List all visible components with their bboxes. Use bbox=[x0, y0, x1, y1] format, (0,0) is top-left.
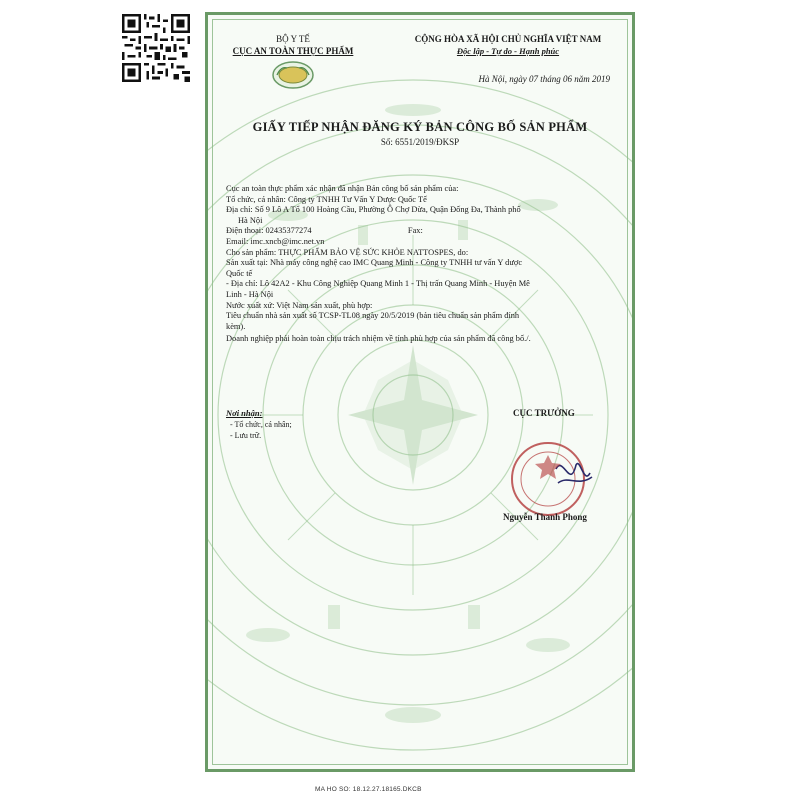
body-line: Hà Nội bbox=[238, 215, 263, 225]
body-line: Quốc tế bbox=[226, 268, 253, 278]
body-line: - Địa chỉ: Lô 42A2 - Khu Công Nghiệp Quang Minh 1 - Thị trấn Quang Minh - Huyện Mê bbox=[226, 279, 530, 289]
certificate-paper bbox=[205, 12, 635, 772]
recipients-heading: Nơi nhận: bbox=[226, 408, 263, 418]
body-line: Điện thoại: 02435377274 Fax: bbox=[226, 226, 423, 236]
document-title: GIẤY TIẾP NHẬN ĐĂNG KÝ BẢN CÔNG BỐ SẢN PHẨM bbox=[252, 120, 588, 134]
qr-code-icon bbox=[122, 14, 190, 82]
national-motto: Độc lập - Tự do - Hạnh phúc bbox=[456, 46, 560, 56]
body-line: Sản xuất tại: Nhà máy công nghệ cao IMC Quang Minh - Công ty TNHH tư vấn Y dược bbox=[226, 258, 523, 268]
body-line: Cho sản phẩm: THỰC PHẨM BẢO VỆ SỨC KHỎE NATTOSPES, do: bbox=[226, 247, 469, 257]
dossier-code: MA HO SO: 18.12.27.18165.DKCB bbox=[315, 786, 422, 793]
body-line: Tổ chức, cá nhân: Công ty TNHH Tư Vấn Y Dược Quốc Tế bbox=[226, 194, 427, 204]
country-name: CỘNG HÒA XÃ HỘI CHỦ NGHĨA VIỆT NAM bbox=[414, 34, 602, 44]
issue-date: Hà Nội, ngày 07 tháng 06 năm 2019 bbox=[478, 74, 610, 84]
vfa-logo-icon bbox=[271, 60, 315, 90]
header-left bbox=[218, 33, 368, 57]
qr-code bbox=[122, 14, 190, 82]
recipients-block bbox=[226, 408, 292, 441]
official-stamp bbox=[508, 435, 596, 523]
department-name: CỤC AN TOÀN THỰC PHẨM bbox=[232, 46, 354, 56]
signer-name: Nguyễn Thanh Phong bbox=[503, 512, 587, 522]
ministry-name: BỘ Y TẾ bbox=[276, 34, 310, 44]
recipient-item: - Lưu trữ. bbox=[230, 431, 262, 440]
recipient-item: - Tổ chức, cá nhân; bbox=[230, 420, 292, 429]
body-line: Nước xuất xứ: Việt Nam sản xuất, phù hợp: bbox=[226, 300, 373, 310]
document-number: Số: 6551/2019/ĐKSP bbox=[380, 137, 460, 147]
body-line: Cục an toàn thực phẩm xác nhận đã nhận Bản công bố sản phẩm của: bbox=[226, 184, 459, 193]
document-body bbox=[226, 184, 626, 345]
body-line: Địa chỉ: Số 9 Lô A Tổ 100 Hoàng Cầu, Phường Ô Chợ Dừa, Quận Đống Đa, Thành phố bbox=[226, 205, 521, 215]
body-line: kèm). bbox=[226, 321, 246, 331]
header-right bbox=[388, 33, 628, 85]
body-line: Doanh nghiệp phải hoàn toàn chịu trách nhiệm về tính phù hợp của sản phẩm đã công bố./. bbox=[226, 334, 531, 344]
body-line: Linh - Hà Nội bbox=[226, 289, 274, 299]
body-line: Tiêu chuẩn nhà sản xuất số TCSP-TL08 ngày 20/5/2019 (bản tiêu chuẩn sản phẩm đính bbox=[226, 311, 520, 321]
signer-title: CỤC TRƯỞNG bbox=[513, 408, 575, 418]
body-line: Email: imc.xncb@imc.net.vn bbox=[226, 236, 325, 246]
